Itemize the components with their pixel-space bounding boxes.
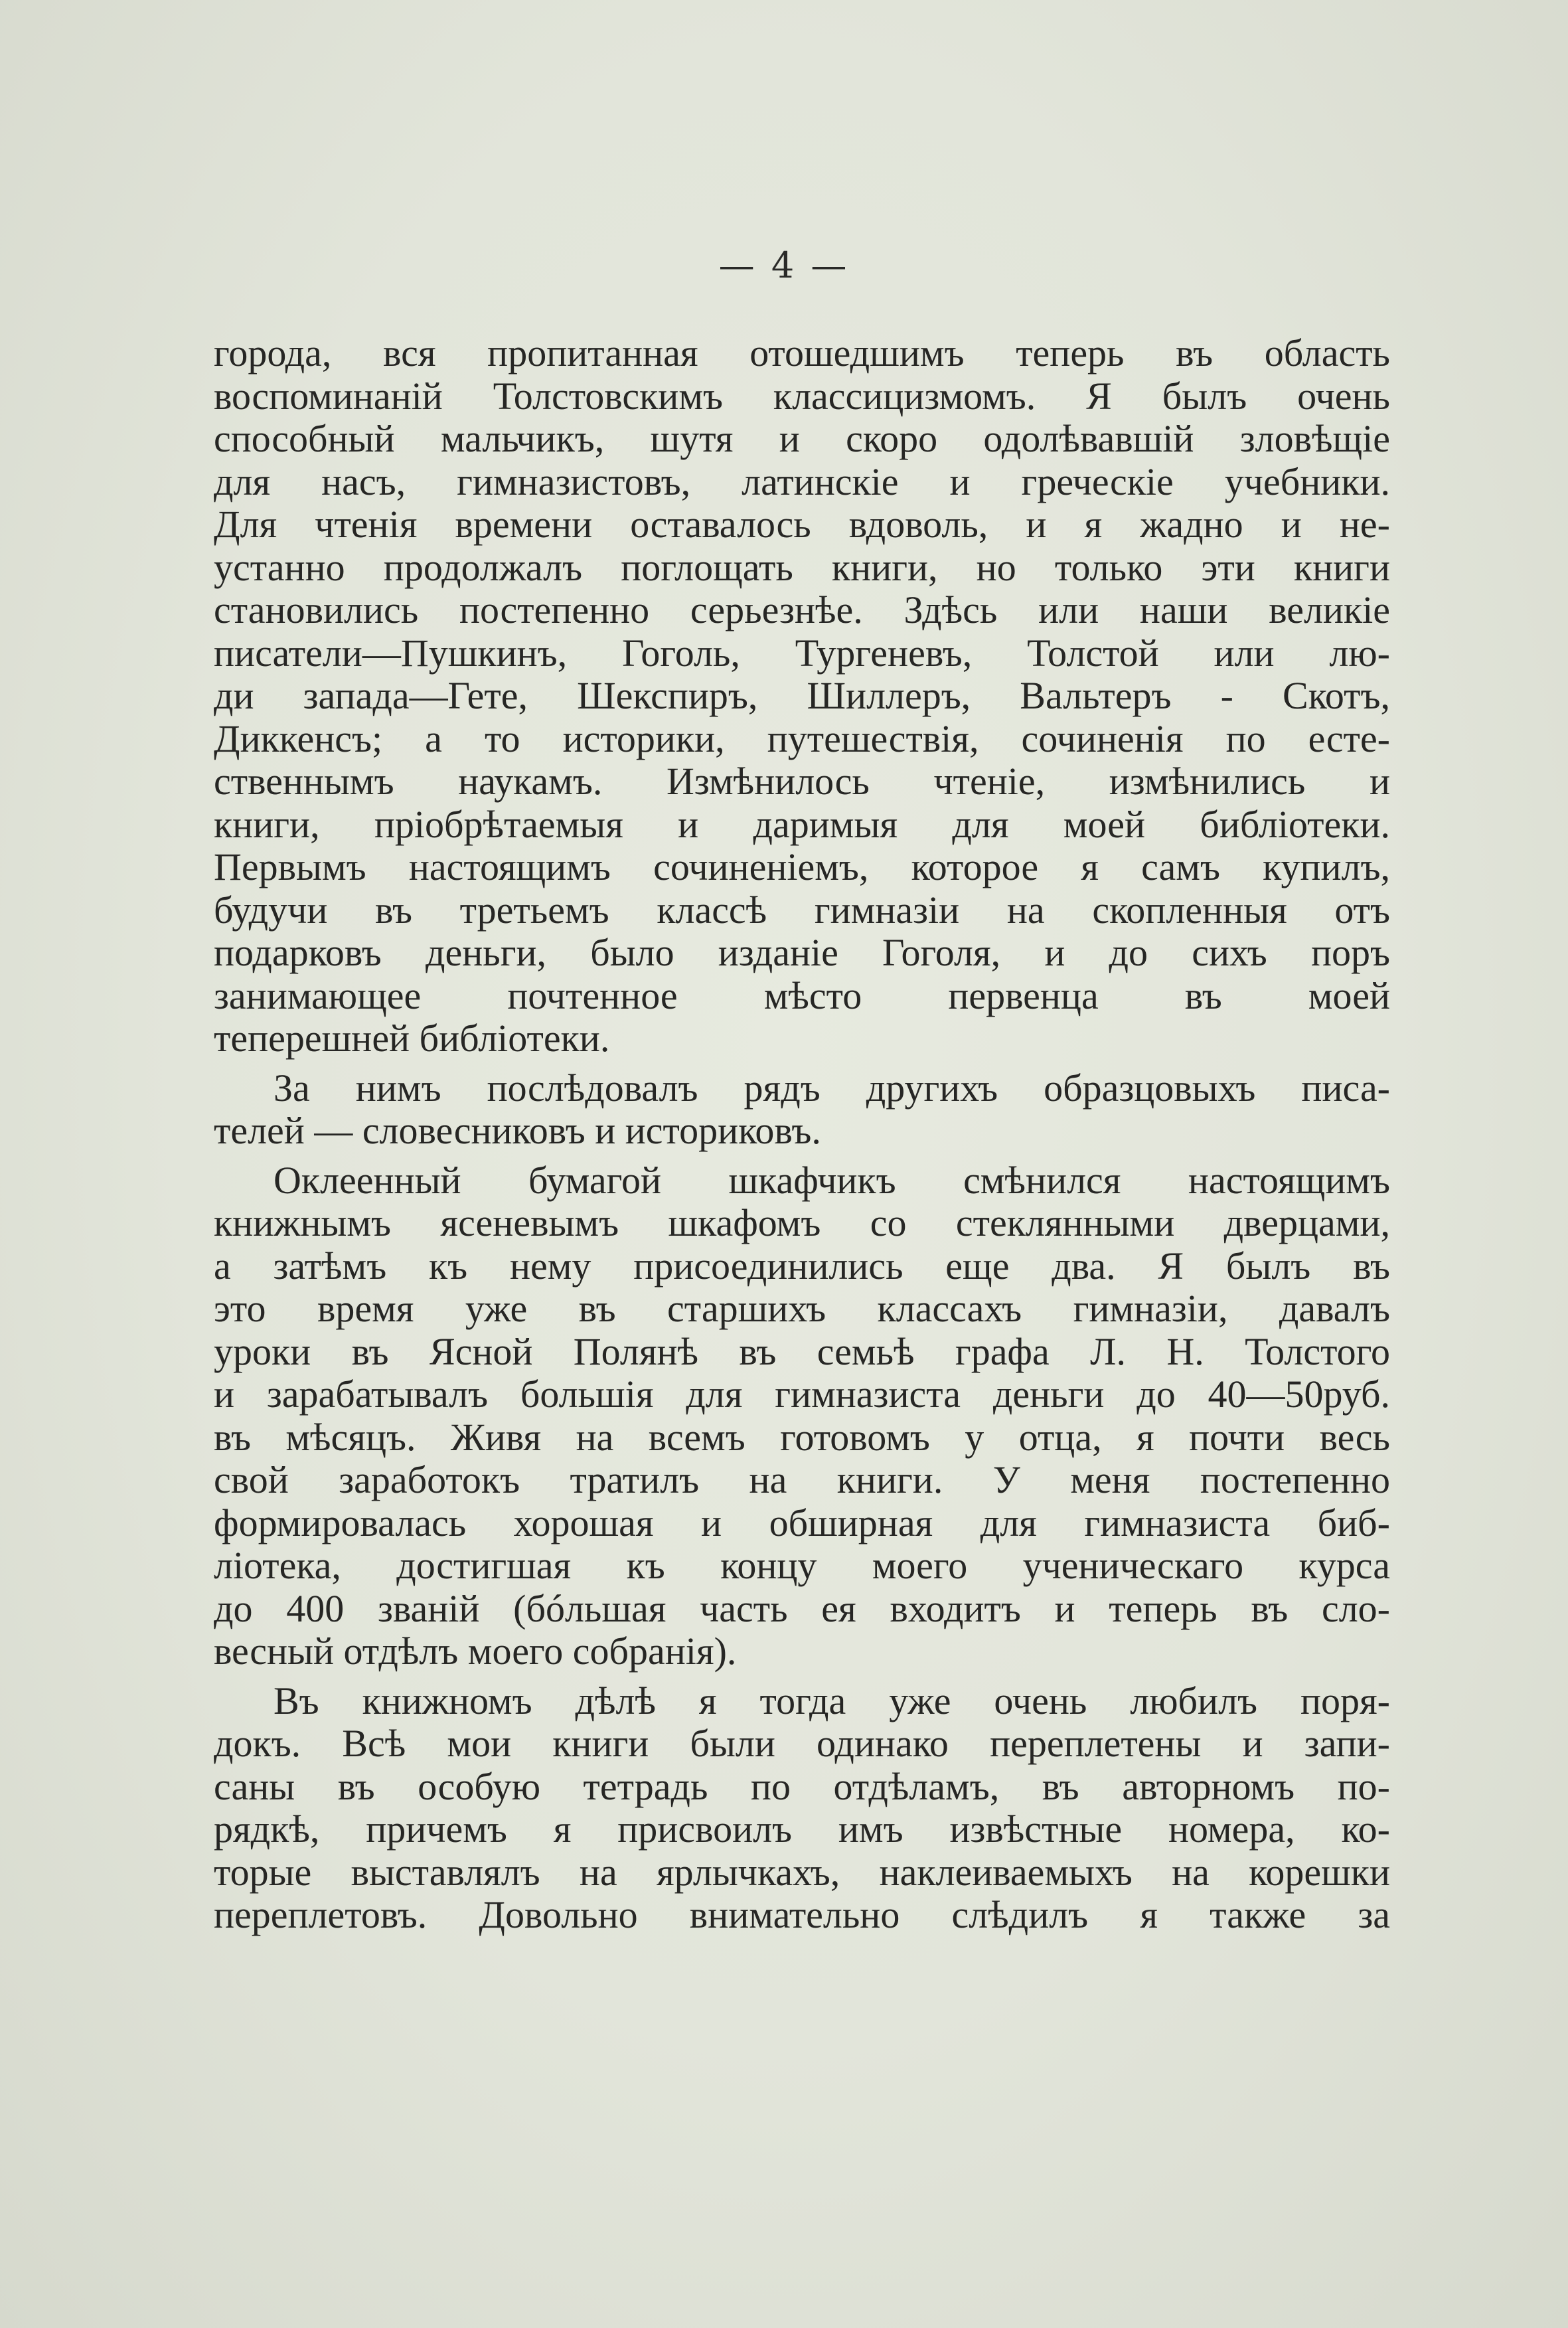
text-line: книги, пріобрѣтаемыя и даримыя для моей библіотеки. bbox=[214, 803, 1390, 846]
text-line: Въ книжномъ дѣлѣ я тогда уже очень любилъ поря- bbox=[274, 1679, 1390, 1722]
paragraph-2 bbox=[214, 1067, 1390, 1153]
text-line: воспоминаній Толстовскимъ классицизмомъ. Я былъ очень bbox=[214, 374, 1390, 418]
text-line: города, вся пропитанная отошедшимъ теперь въ область bbox=[214, 332, 1390, 374]
text-line: теперешней библіотеки. bbox=[214, 1017, 610, 1060]
text-line: ственнымъ наукамъ. Измѣнилось чтеніе, измѣнились и bbox=[214, 760, 1390, 803]
body-text bbox=[214, 332, 1390, 1944]
text-line: телей — словесниковъ и историковъ. bbox=[214, 1110, 821, 1152]
text-line: рядкѣ, причемъ я присвоилъ имъ извѣстные номера, ко- bbox=[214, 1808, 1390, 1851]
text-line: способный мальчикъ, шутя и скоро одолѣвавшій зловѣщіе bbox=[214, 418, 1390, 460]
text-line: торые выставлялъ на ярлычкахъ, наклеиваемыхъ на корешки bbox=[214, 1851, 1390, 1894]
text-line: въ мѣсяцъ. Живя на всемъ готовомъ у отца, я почти весь bbox=[214, 1416, 1390, 1459]
text-line: весный отдѣлъ моего собранія). bbox=[214, 1630, 737, 1673]
paragraph-3 bbox=[214, 1159, 1390, 1673]
text-line: занимающее почтенное мѣсто первенца въ моей bbox=[214, 974, 1390, 1017]
text-line: Оклеенный бумагой шкафчикъ смѣнился настоящимъ bbox=[274, 1159, 1390, 1202]
text-line: свой заработокъ тратилъ на книги. У меня постепенно bbox=[214, 1459, 1390, 1501]
page-number: — 4 — bbox=[718, 244, 850, 286]
text-line: формировалась хорошая и обширная для гимназиста биб- bbox=[214, 1501, 1390, 1544]
text-line: Первымъ настоящимъ сочиненіемъ, которое я самъ купилъ, bbox=[214, 846, 1390, 888]
text-line: становились постепенно серьезнѣе. Здѣсь или наши великіе bbox=[214, 589, 1390, 631]
text-line: а затѣмъ къ нему присоединились еще два. Я былъ въ bbox=[214, 1244, 1390, 1288]
text-line: Диккенсъ; а то историки, путешествія, сочиненія по есте- bbox=[214, 717, 1390, 760]
text-line: писатели—Пушкинъ, Гоголь, Тургеневъ, Толстой или лю- bbox=[214, 631, 1390, 675]
text-line: уроки въ Ясной Полянѣ въ семьѣ графа Л. Н. Толстого bbox=[214, 1330, 1390, 1373]
text-line: до 400 званій (бóльшая часть ея входитъ и теперь въ сло- bbox=[214, 1587, 1390, 1630]
text-line: для насъ, гимназистовъ, латинскіе и греческіе учебники. bbox=[214, 460, 1390, 503]
text-line: переплетовъ. Довольно внимательно слѣдилъ я также за bbox=[214, 1894, 1390, 1936]
text-line: докъ. Всѣ мои книги были одинако переплетены и запи- bbox=[214, 1722, 1390, 1765]
text-line: ліотека, достигшая къ концу моего ученическаго курса bbox=[214, 1544, 1390, 1587]
text-line: Для чтенія времени оставалось вдоволь, и я жадно и не- bbox=[214, 503, 1390, 546]
text-line: книжнымъ ясеневымъ шкафомъ со стеклянными дверцами, bbox=[214, 1202, 1390, 1244]
text-line: ди запада—Гете, Шекспиръ, Шиллеръ, Вальтеръ - Скотъ, bbox=[214, 675, 1390, 717]
text-line: подарковъ деньги, было изданіе Гоголя, и до сихъ поръ bbox=[214, 932, 1390, 974]
text-line: За нимъ послѣдовалъ рядъ другихъ образцовыхъ писа- bbox=[274, 1066, 1390, 1110]
paragraph-4 bbox=[214, 1680, 1390, 1937]
text-line: это время уже въ старшихъ классахъ гимназіи, давалъ bbox=[214, 1288, 1390, 1330]
text-line: саны въ особую тетрадь по отдѣламъ, въ авторномъ по- bbox=[214, 1765, 1390, 1808]
text-line: будучи въ третьемъ классѣ гимназіи на скопленныя отъ bbox=[214, 888, 1390, 932]
paragraph-1 bbox=[214, 332, 1390, 1060]
text-line: устанно продолжалъ поглощать книги, но только эти книги bbox=[214, 546, 1390, 589]
text-line: и зарабатывалъ большія для гимназиста деньги до 40—50руб. bbox=[214, 1373, 1390, 1416]
